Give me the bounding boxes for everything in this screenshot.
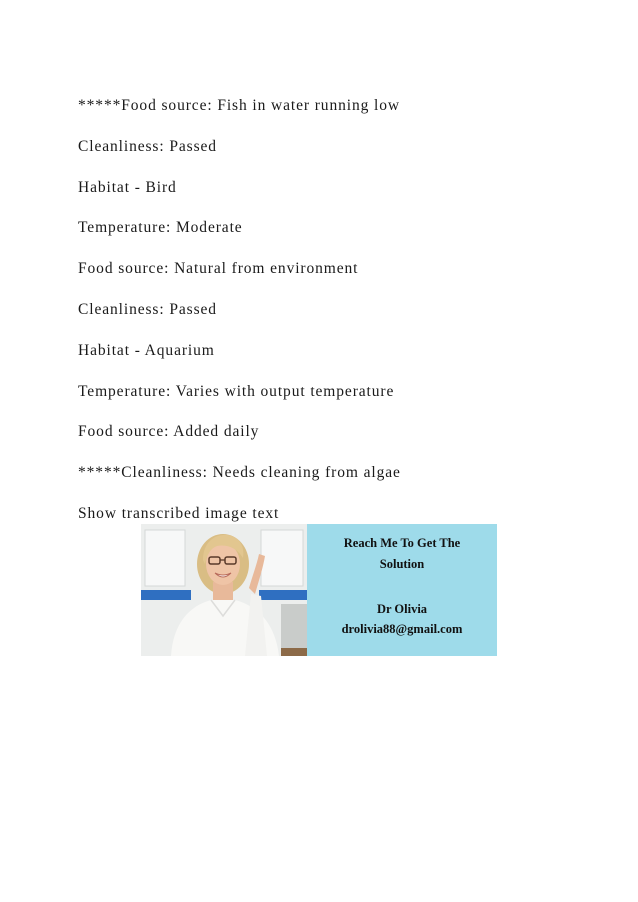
- text-line: Cleanliness: Passed: [78, 137, 217, 155]
- promo-headline-line2: Solution: [379, 557, 425, 571]
- contact-card: [307, 524, 497, 656]
- text-line: Temperature: Varies with output temperature: [78, 382, 395, 400]
- text-line: Food source: Added daily: [78, 423, 260, 441]
- promo-photo: [141, 524, 307, 656]
- document-body: [78, 96, 401, 545]
- text-line: Food source: Natural from environment: [78, 260, 359, 278]
- text-line: *****Cleanliness: Needs cleaning from algae: [78, 464, 401, 482]
- text-line: *****Food source: Fish in water running low: [78, 97, 400, 114]
- woman-portrait-image: [141, 524, 307, 656]
- contact-email: drolivia88@gmail.com: [341, 622, 463, 636]
- contact-name: Dr Olivia: [376, 602, 428, 616]
- text-line: Temperature: Moderate: [78, 219, 243, 237]
- promo-headline-line1: Reach Me To Get The: [343, 536, 461, 550]
- promo-banner: [141, 524, 497, 656]
- text-line: Cleanliness: Passed: [78, 300, 217, 318]
- show-transcribed-text-line: Show transcribed image text: [78, 504, 280, 522]
- text-line: Habitat - Aquarium: [78, 341, 215, 359]
- text-line: Habitat - Bird: [78, 178, 177, 196]
